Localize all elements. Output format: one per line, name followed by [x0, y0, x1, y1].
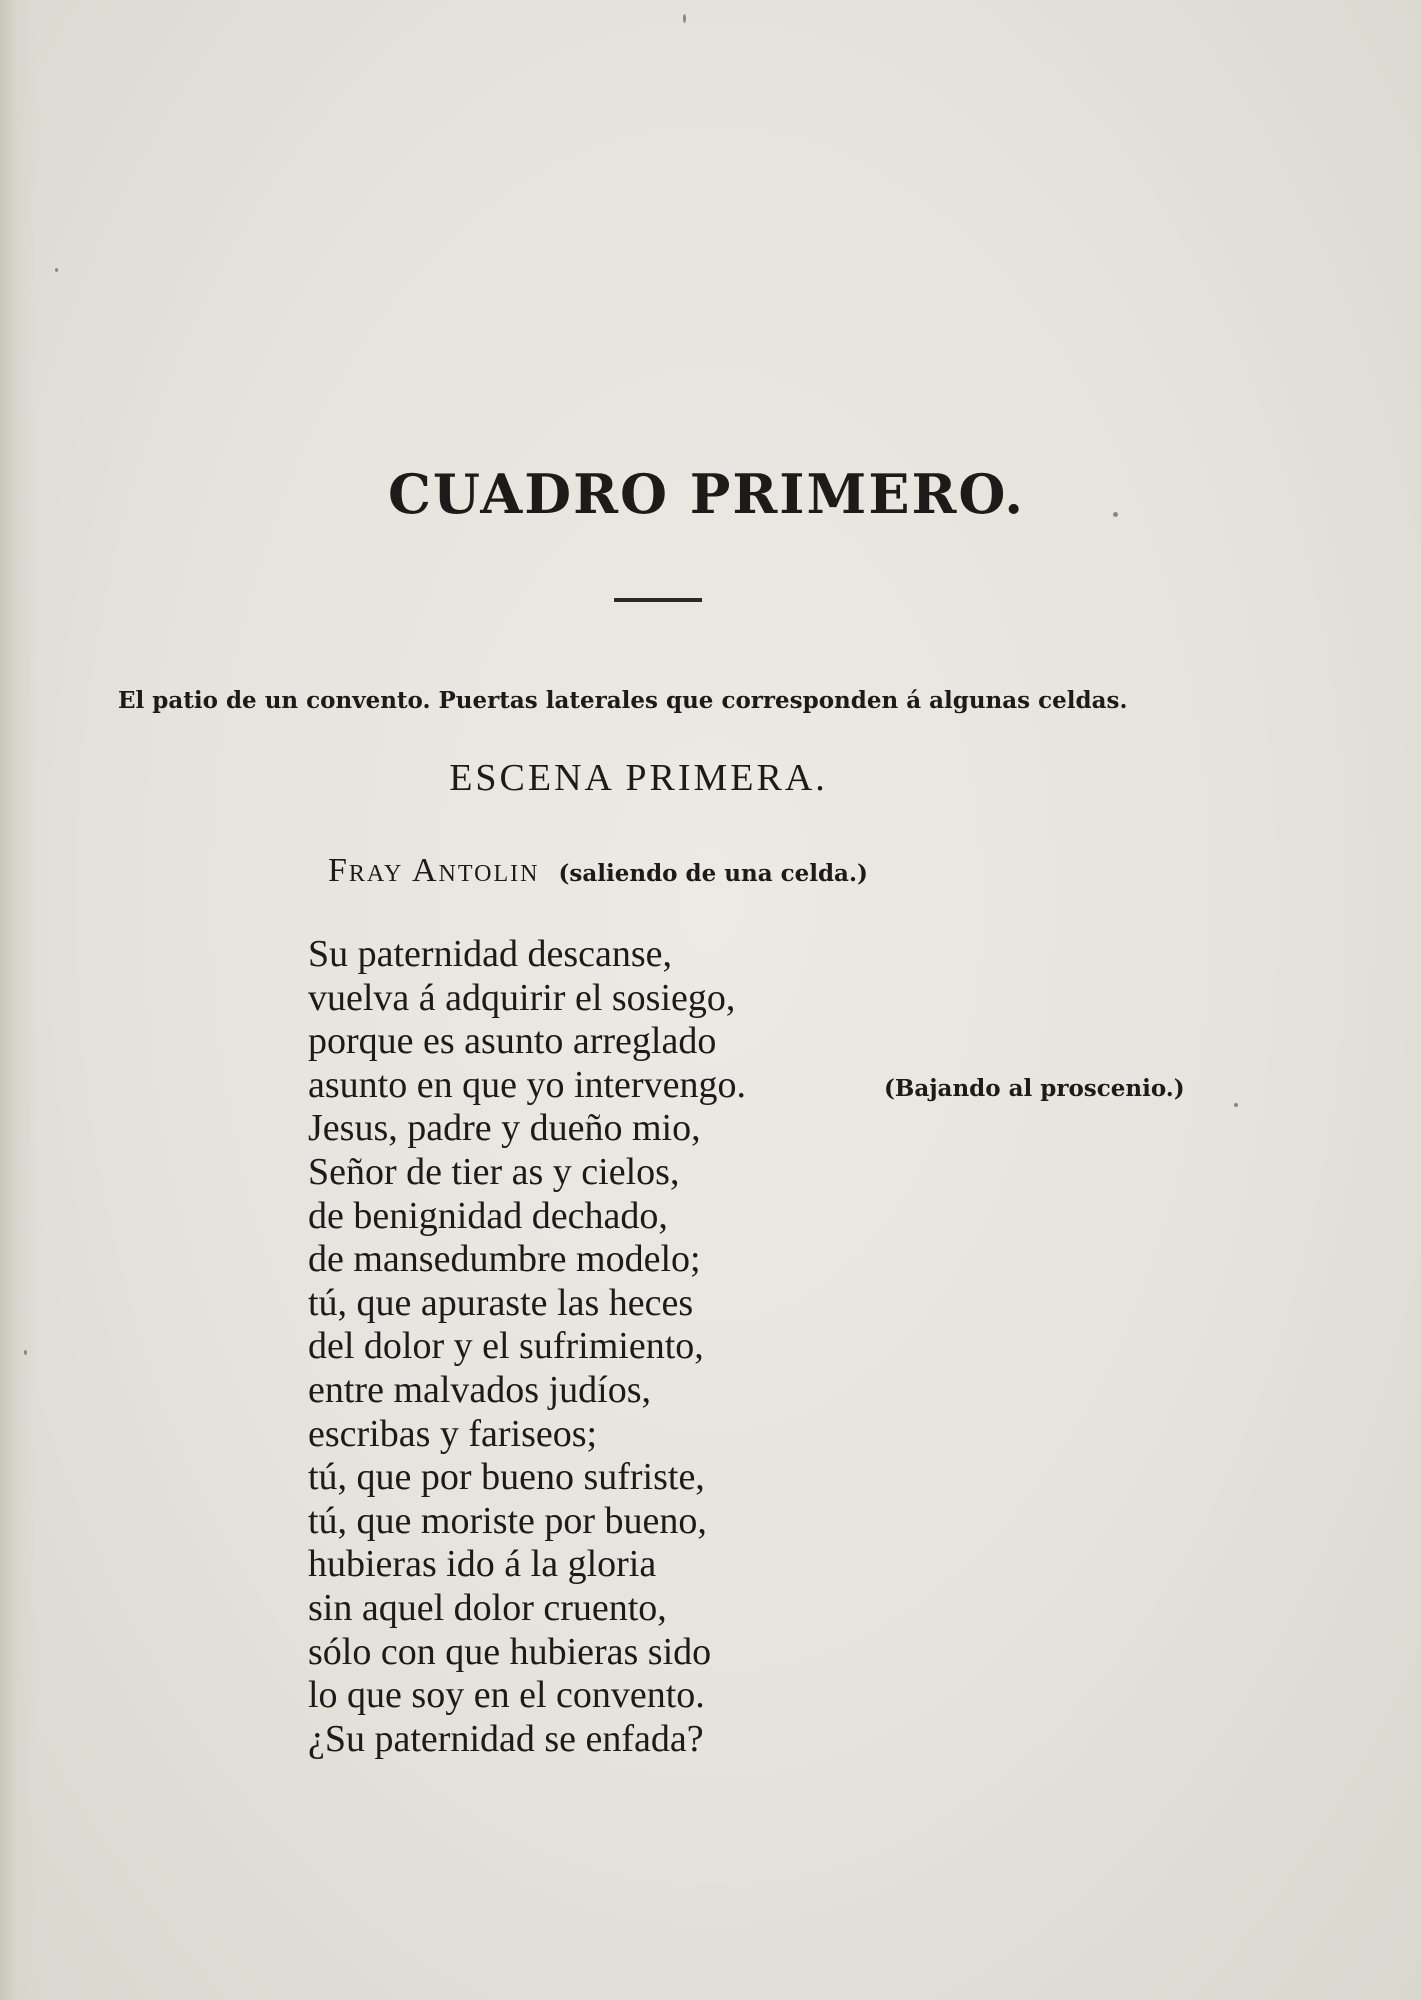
verse-line: tú, que apuraste las heces — [308, 1281, 694, 1324]
paper-speck — [683, 14, 686, 23]
verse-line: tú, que por bueno sufriste, — [308, 1456, 705, 1499]
paper-speck — [24, 1350, 27, 1355]
page-edge-shadow — [0, 0, 38, 2000]
verse-line: de mansedumbre modelo; — [308, 1238, 701, 1281]
verse-line: del dolor y el sufrimiento, — [308, 1325, 704, 1368]
verse-line: sólo con que hubieras sido — [308, 1630, 712, 1673]
verse-line: ¿Su paternidad se enfada? — [308, 1717, 704, 1760]
verse-line: de benignidad dechado, — [308, 1194, 668, 1237]
verse-line: sin aquel dolor cruento, — [308, 1586, 667, 1629]
verse-line: Señor de tier as y cielos, — [308, 1150, 680, 1193]
verse-line: vuelva á adquirir el sosiego, — [308, 976, 736, 1019]
verse-line: lo que soy en el convento. — [308, 1674, 705, 1717]
verse-block — [308, 933, 1208, 1761]
stage-direction: El patio de un convento. Puertas laterales que corresponden á algunas celdas. — [118, 687, 1128, 714]
scene-title: ESCENA PRIMERA. — [449, 757, 828, 799]
paper-speck — [1234, 1103, 1238, 1107]
character-stage-note: (saliendo de una celda.) — [558, 860, 868, 887]
verse-line: tú, que moriste por bueno, — [308, 1499, 707, 1542]
stage-aside: (Bajando al proscenio.) — [884, 1075, 1185, 1102]
verse-line: Su paternidad descanse, — [308, 933, 673, 975]
verse-line: escribas y fariseos; — [308, 1412, 598, 1455]
paper-speck — [1113, 512, 1118, 517]
verse-line: hubieras ido á la gloria — [308, 1543, 657, 1586]
character-name: Fray Antolin — [328, 852, 540, 889]
character-line — [328, 852, 868, 890]
verse-line: porque es asunto arreglado — [308, 1020, 717, 1063]
paper-speck — [55, 268, 58, 272]
verse-line: asunto en que yo intervengo. — [308, 1063, 746, 1106]
page-title: CUADRO PRIMERO. — [387, 462, 1026, 526]
verse-line: entre malvados judíos, — [308, 1368, 651, 1411]
title-divider — [614, 598, 702, 602]
verse-line: Jesus, padre y dueño mio, — [308, 1107, 701, 1150]
